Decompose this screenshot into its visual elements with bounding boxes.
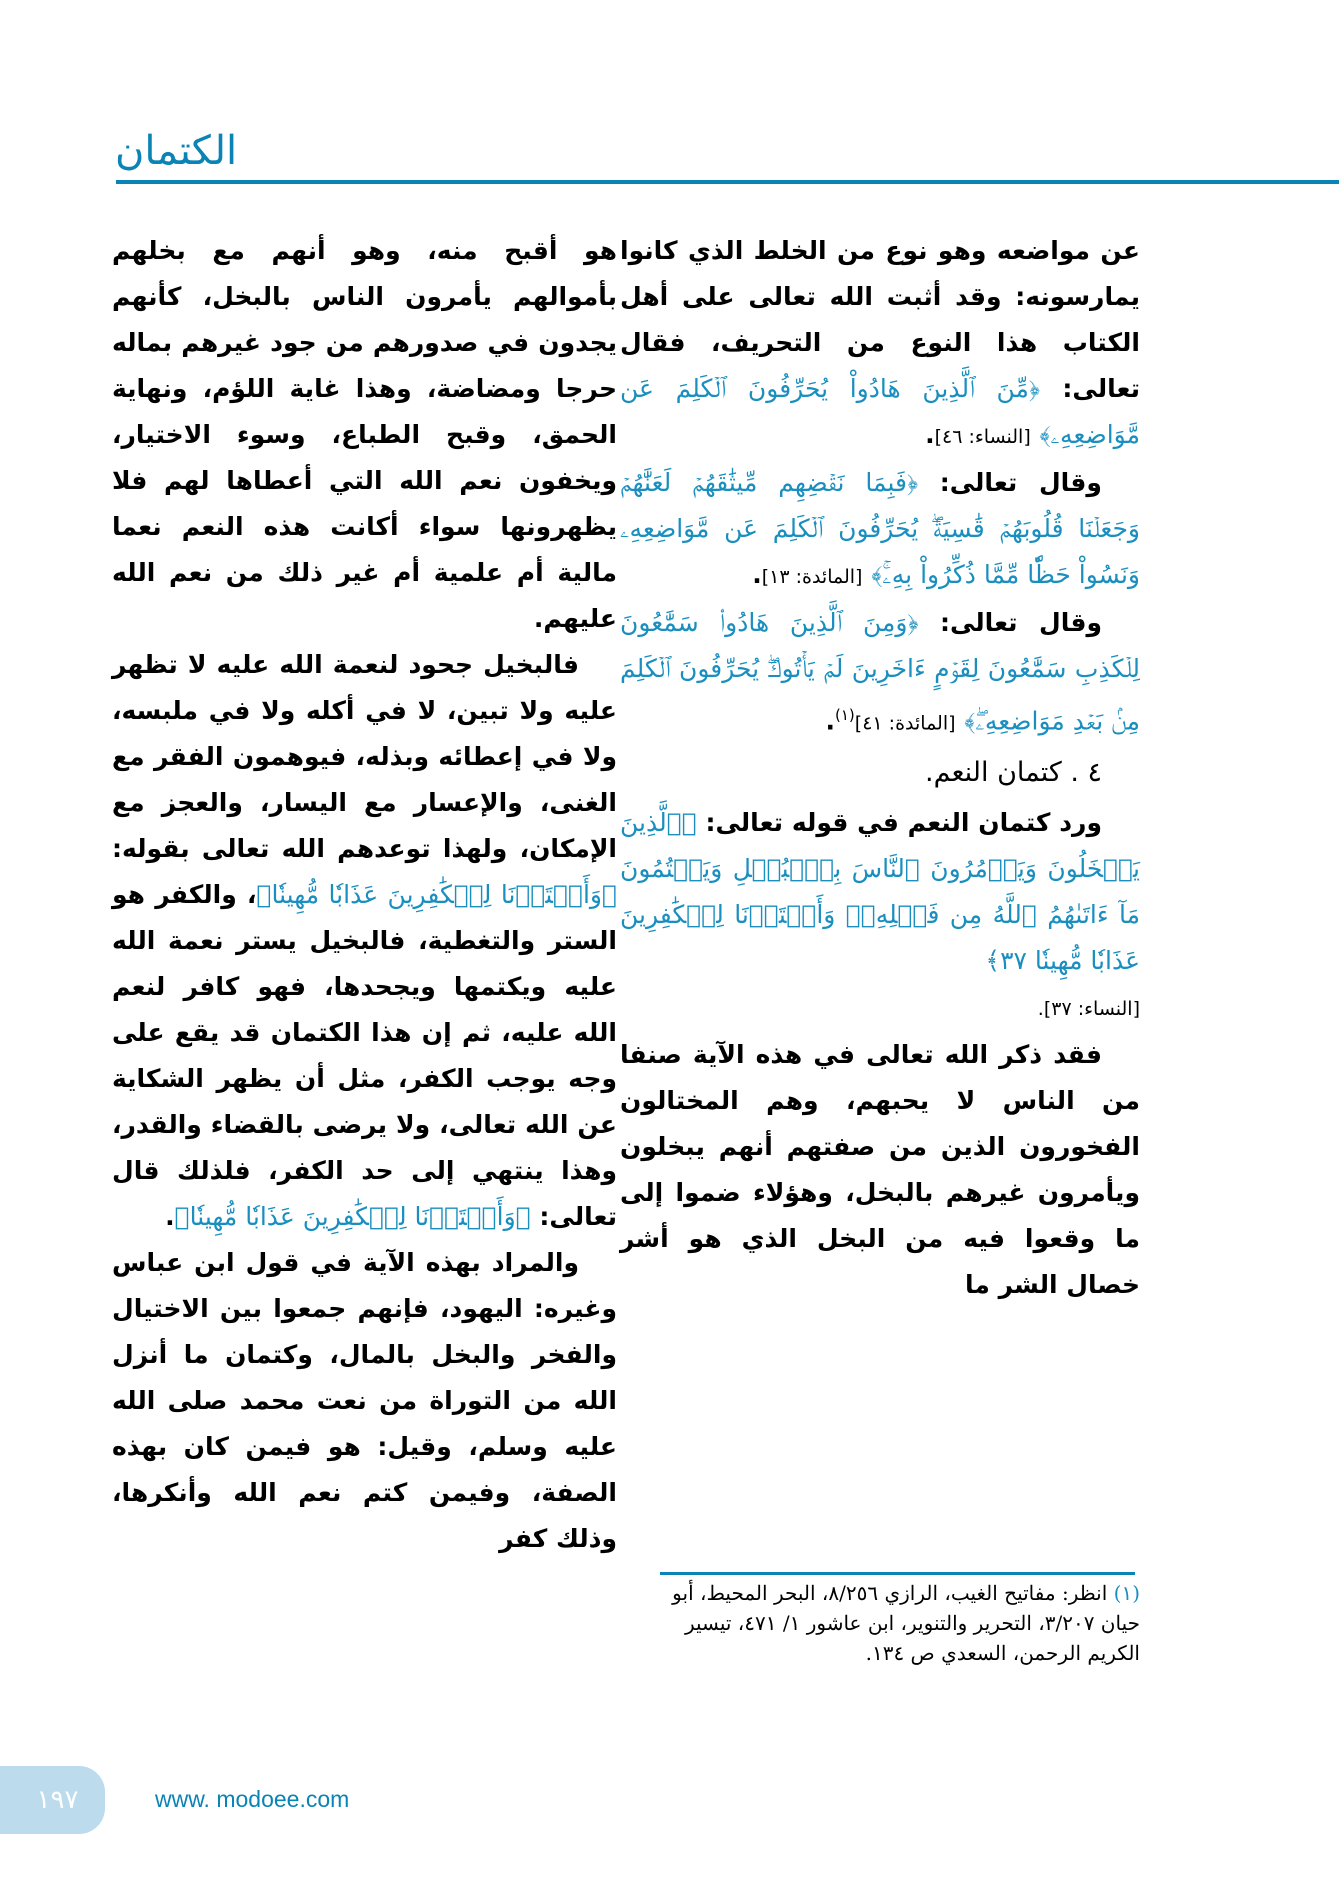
body-text: فقد ذكر الله تعالى في هذه الآية صنفا من الناس لا يحبهم، وهم المختالون الفخورون الذين من صفتهم أنهم يبخلون ويأمرون غيرهم بالبخل، وهؤلاء ضموا إلى ما وقعوا فيه من البخل الذي هو أشر خصال الشر ما [620, 1040, 1140, 1300]
quran-verse: ﴿مِّنَ ٱلَّذِينَ هَادُواْ يُحَرِّفُونَ ٱلۡكَلِمَ عَن مَّوَاضِعِهِۦ﴾ [620, 374, 1140, 449]
paragraph [112, 1240, 617, 1562]
paragraph [620, 984, 1140, 1032]
body-text: هو أقبح منه، وهو أنهم مع بخلهم بأموالهم يأمرون الناس بالبخل، كأنهم يجدون في صدورهم من جود غيرهم بماله حرجا ومضاضة، وهذا غاية اللؤم، ونهاية الحمق، وقبح الطباع، وسوء الاختيار، ويخفون نعم الله التي أعطاها لهم فلا يظهرونها سواء أكانت هذه النعم نعما مالية أم علمية أم غير ذلك من نعم الله عليهم. [112, 236, 617, 633]
page-number: ١٩٧ [36, 1785, 79, 1815]
quran-verse: ﴿وَأَعۡتَدۡنَا لِلۡكَٰفِرِينَ عَذَابٗا مُّهِينٗا﴾ [174, 1202, 531, 1231]
quran-verse: ﴿ٱلَّذِينَ يَبۡخَلُونَ وَيَأۡمُرُونَ ٱلنَّاسَ بِٱلۡبُخۡلِ وَيَكۡتُمُونَ مَآ ءَاتَىٰهُمُ ٱللَّهُ مِن فَضۡلِهِۦۗ وَأَعۡتَدۡنَا لِلۡكَٰفِرِينَ عَذَابٗا مُّهِينٗا ٣٧﴾ [620, 808, 1140, 976]
quran-verse: ﴿وَأَعۡتَدۡنَا لِلۡكَٰفِرِينَ عَذَابٗا مُّهِينٗا﴾ [256, 880, 617, 909]
footnote-marker[interactable]: (١) [835, 706, 855, 724]
page-number-badge [0, 1766, 105, 1834]
left-column [112, 228, 617, 1562]
body-text: وقال تعالى: [939, 468, 1102, 497]
footnote-number: (١) [1113, 1581, 1140, 1605]
section-heading: ٤ . كتمان النعم. [925, 757, 1102, 789]
paragraph: عن مواضعه وهو نوع من الخلط الذي كانوا يمارسونه: وقد أثبت الله تعالى على أهل الكتاب هذا النوع من التحريف، فقال تعالى: ﴿مِّنَ ٱلَّذِينَ هَادُواْ يُحَرِّفُونَ ٱلۡكَلِمَ عَن مَّوَاضِعِهِۦ﴾ [النساء: ٤٦]. [620, 236, 1140, 449]
body-text: عن مواضعه وهو نوع من الخلط الذي كانوا يمارسونه: وقد أثبت الله تعالى على أهل الكتاب هذا النوع من التحريف، فقال تعالى: [620, 236, 1140, 403]
body-text: والمراد بهذه الآية في قول ابن عباس وغيره: اليهود، فإنهم جمعوا بين الاختيال والفخر والبخل بالمال، وكتمان ما أنزل الله من التوراة من نعت محمد صلى الله عليه وسلم، وقيل: هو فيمن كان بهذه الصفة، وفيمن كتم نعم الله وأنكرها، وذلك كفر [112, 1248, 617, 1553]
verse-reference: [النساء: ٤٦] [934, 426, 1031, 448]
chapter-title: الكتمان [115, 128, 238, 174]
footnote-divider [660, 1572, 1135, 1575]
header-divider [116, 180, 1339, 184]
footnote-text: انظر: مفاتيح الغيب، الرازي ٨/٢٥٦، البحر المحيط، أبو حيان ٣/٢٠٧، التحرير والتنوير، ابن عاشور ١/ ٤٧١، تيسير الكريم الرحمن، السعدي ص ١٣٤. [672, 1581, 1140, 1665]
right-column [620, 228, 1140, 1308]
verse-reference: [المائدة: ٤١] [854, 712, 956, 735]
quran-verse: ﴿وَمِنَ ٱلَّذِينَ هَادُواْۛ سَمَّٰعُونَ لِلۡكَذِبِ سَمَّٰعُونَ لِقَوۡمٍ ءَاخَرِينَ لَمۡ يَأۡتُوكَۖ يُحَرِّفُونَ ٱلۡكَلِمَ مِنۢ بَعۡدِ مَوَاضِعِهِۦۖ﴾ [620, 608, 1140, 736]
paragraph: فالبخيل جحود لنعمة الله عليه لا تظهر عليه ولا تبين، لا في أكله ولا في ملبسه، ولا في إعطائه وبذله، فيوهمون الفقر مع الغنى، والإعسار مع اليسار، والعجز مع الإمكان، ولهذا توعدهم الله تعالى بقوله: ﴿وَأَعۡتَدۡنَا لِلۡكَٰفِرِينَ عَذَابٗا مُّهِينٗا﴾، والكفر هو الستر والتغطية، فالبخيل يستر نعمة الله عليه ويكتمها ويجحدها، فهو كافر لنعم الله عليه، ثم إن هذا الكتمان قد يقع على وجه يوجب الكفر، مثل أن يظهر الشكاية عن الله تعالى، ولا يرضى بالقضاء والقدر، وهذا ينتهي إلى حد الكفر، فلذلك قال تعالى: ﴿وَأَعۡتَدۡنَا لِلۡكَٰفِرِينَ عَذَابٗا مُّهِينٗا﴾. [112, 650, 617, 1231]
body-text: ورد كتمان النعم في قوله تعالى: [705, 808, 1102, 838]
quran-verse: ﴿فَبِمَا نَقۡضِهِم مِّيثَٰقَهُمۡ لَعَنَّٰهُمۡ وَجَعَلۡنَا قُلُوبَهُمۡ قَٰسِيَةٗۖ يُحَرِّفُونَ ٱلۡكَلِمَ عَن مَّوَاضِعِهِۦ وَنَسُواْ حَظّٗا مِّمَّا ذُكِّرُواْ بِهِۦۚ﴾ [620, 468, 1140, 589]
footnotes [660, 1578, 1140, 1668]
paragraph: وقال تعالى: ﴿وَمِنَ ٱلَّذِينَ هَادُواْۛ سَمَّٰعُونَ لِلۡكَذِبِ سَمَّٰعُونَ لِقَوۡمٍ ءَاخَرِينَ لَمۡ يَأۡتُوكَۖ يُحَرِّفُونَ ٱلۡكَلِمَ مِنۢ بَعۡدِ مَوَاضِعِهِۦۖ﴾ [المائدة: ٤١]$^{(١)}$. [620, 608, 1140, 736]
body-text: وقال تعالى: [940, 608, 1102, 637]
paragraph [112, 228, 617, 642]
website-link[interactable]: www. modoee.com [155, 1786, 350, 1812]
paragraph [620, 800, 1140, 984]
paragraph: وقال تعالى: ﴿فَبِمَا نَقۡضِهِم مِّيثَٰقَهُمۡ لَعَنَّٰهُمۡ وَجَعَلۡنَا قُلُوبَهُمۡ قَٰسِيَةٗۖ يُحَرِّفُونَ ٱلۡكَلِمَ عَن مَّوَاضِعِهِۦ وَنَسُواْ حَظّٗا مِّمَّا ذُكِّرُواْ بِهِۦۚ﴾ [المائدة: ١٣]. [620, 468, 1140, 589]
paragraph [620, 1032, 1140, 1308]
body-text: ، والكفر هو الستر والتغطية، فالبخيل يستر نعمة الله عليه ويكتمها ويجحدها، فهو كافر لنعم الله عليه، ثم إن هذا الكتمان قد يقع على وجه يوجب الكفر، مثل أن يظهر الشكاية عن الله تعالى، ولا يرضى بالقضاء والقدر، وهذا ينتهي إلى حد الكفر، فلذلك قال تعالى: [112, 880, 617, 1231]
body-text: فالبخيل جحود لنعمة الله عليه لا تظهر عليه ولا تبين، لا في أكله ولا في ملبسه، ولا في إعطائه وبذله، فيوهمون الفقر مع الغنى، والإعسار مع اليسار، والعجز مع الإمكان، ولهذا توعدهم الله تعالى بقوله: [112, 650, 617, 863]
verse-reference: [المائدة: ١٣] [761, 566, 863, 588]
verse-reference: [النساء: ٣٧]. [1037, 998, 1140, 1021]
